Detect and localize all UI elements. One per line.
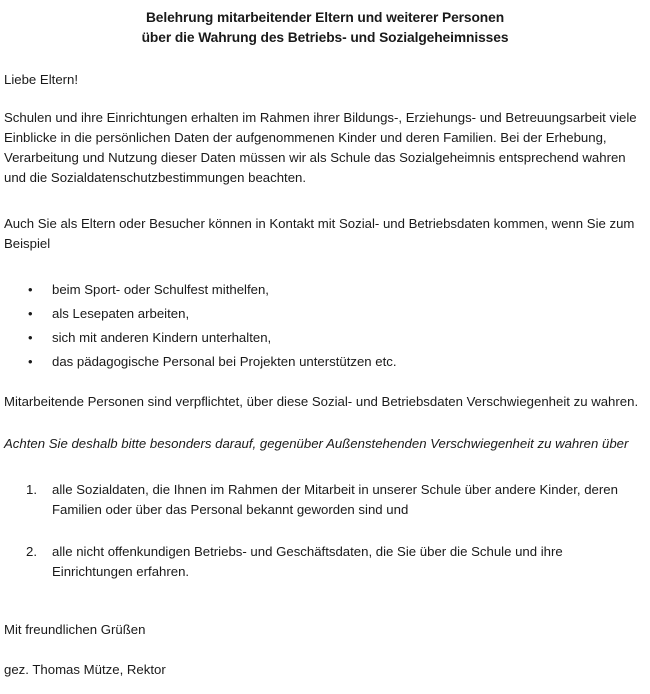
list-item [0, 280, 650, 300]
list-item-label: alle nicht offenkundigen Betriebs- und Geschäftsdaten, die Sie über die Schule und ihre Einrichtungen erfahren. [52, 544, 563, 579]
spacer [0, 90, 650, 108]
title-line-1: Belehrung mitarbeitender Eltern und weiterer Personen [145, 10, 505, 25]
examples-list [0, 280, 650, 372]
list-item-label: als Lesepaten arbeiten, [52, 306, 190, 321]
list-item-label: sich mit anderen Kindern unterhalten, [52, 330, 272, 345]
spacer [0, 412, 650, 434]
list-item [0, 480, 650, 520]
paragraph-intro: Schulen und ihre Einrichtungen erhalten im Rahmen ihrer Bildungs-, Erziehungs- und Betreuungsarbeit viele Einblicke in die persönlichen Daten der aufgenommenen Kinder und deren Familien. Bei der Erhebung, Verarbeitung und Nutzung dieser Daten müssen wir als Schule das Sozialgeheimnis entsprechend wahren und die Sozialdatenschutzbestimmungen beachten. [4, 110, 637, 185]
paragraph-emphasis: Achten Sie deshalb bitte besonders darauf, gegenüber Außenstehenden Verschwiegenheit zu wahren über [4, 436, 629, 451]
spacer [0, 188, 650, 214]
list-item [0, 304, 650, 324]
list-item [0, 542, 650, 582]
bullet-icon: • [28, 330, 33, 345]
closing-greeting: Mit freundlichen Grüßen [4, 622, 146, 637]
bullet-icon: • [28, 354, 33, 369]
spacer [0, 372, 650, 392]
bullet-icon: • [28, 306, 33, 321]
list-item-label: das pädagogische Personal bei Projekten unterstützen etc. [52, 354, 397, 369]
list-item [0, 328, 650, 348]
list-item [0, 352, 650, 372]
list-item-label: alle Sozialdaten, die Ihnen im Rahmen der Mitarbeit in unserer Schule über andere Kinder, deren Familien oder über das Personal bekannt geworden sind und [52, 482, 618, 517]
list-number: 2. [26, 544, 37, 559]
salutation: Liebe Eltern! [4, 72, 79, 87]
title-line-2: über die Wahrung des Betriebs- und Sozialgeheimnisses [141, 30, 509, 45]
spacer [0, 582, 650, 620]
spacer [0, 254, 650, 280]
spacer [0, 48, 650, 70]
signature: gez. Thomas Mütze, Rektor [4, 662, 166, 677]
obligations-list [0, 480, 650, 582]
paragraph-contact: Auch Sie als Eltern oder Besucher können in Kontakt mit Sozial- und Betriebsdaten kommen, wenn Sie zum Beispiel [4, 216, 635, 251]
list-number: 1. [26, 482, 37, 497]
bullet-icon: • [28, 282, 33, 297]
spacer [0, 454, 650, 480]
list-item-label: beim Sport- oder Schulfest mithelfen, [52, 282, 269, 297]
spacer [0, 640, 650, 660]
page-title [0, 0, 650, 48]
paragraph-obligation: Mitarbeitende Personen sind verpflichtet, über diese Sozial- und Betriebsdaten Verschwiegenheit zu wahren. [4, 394, 639, 409]
